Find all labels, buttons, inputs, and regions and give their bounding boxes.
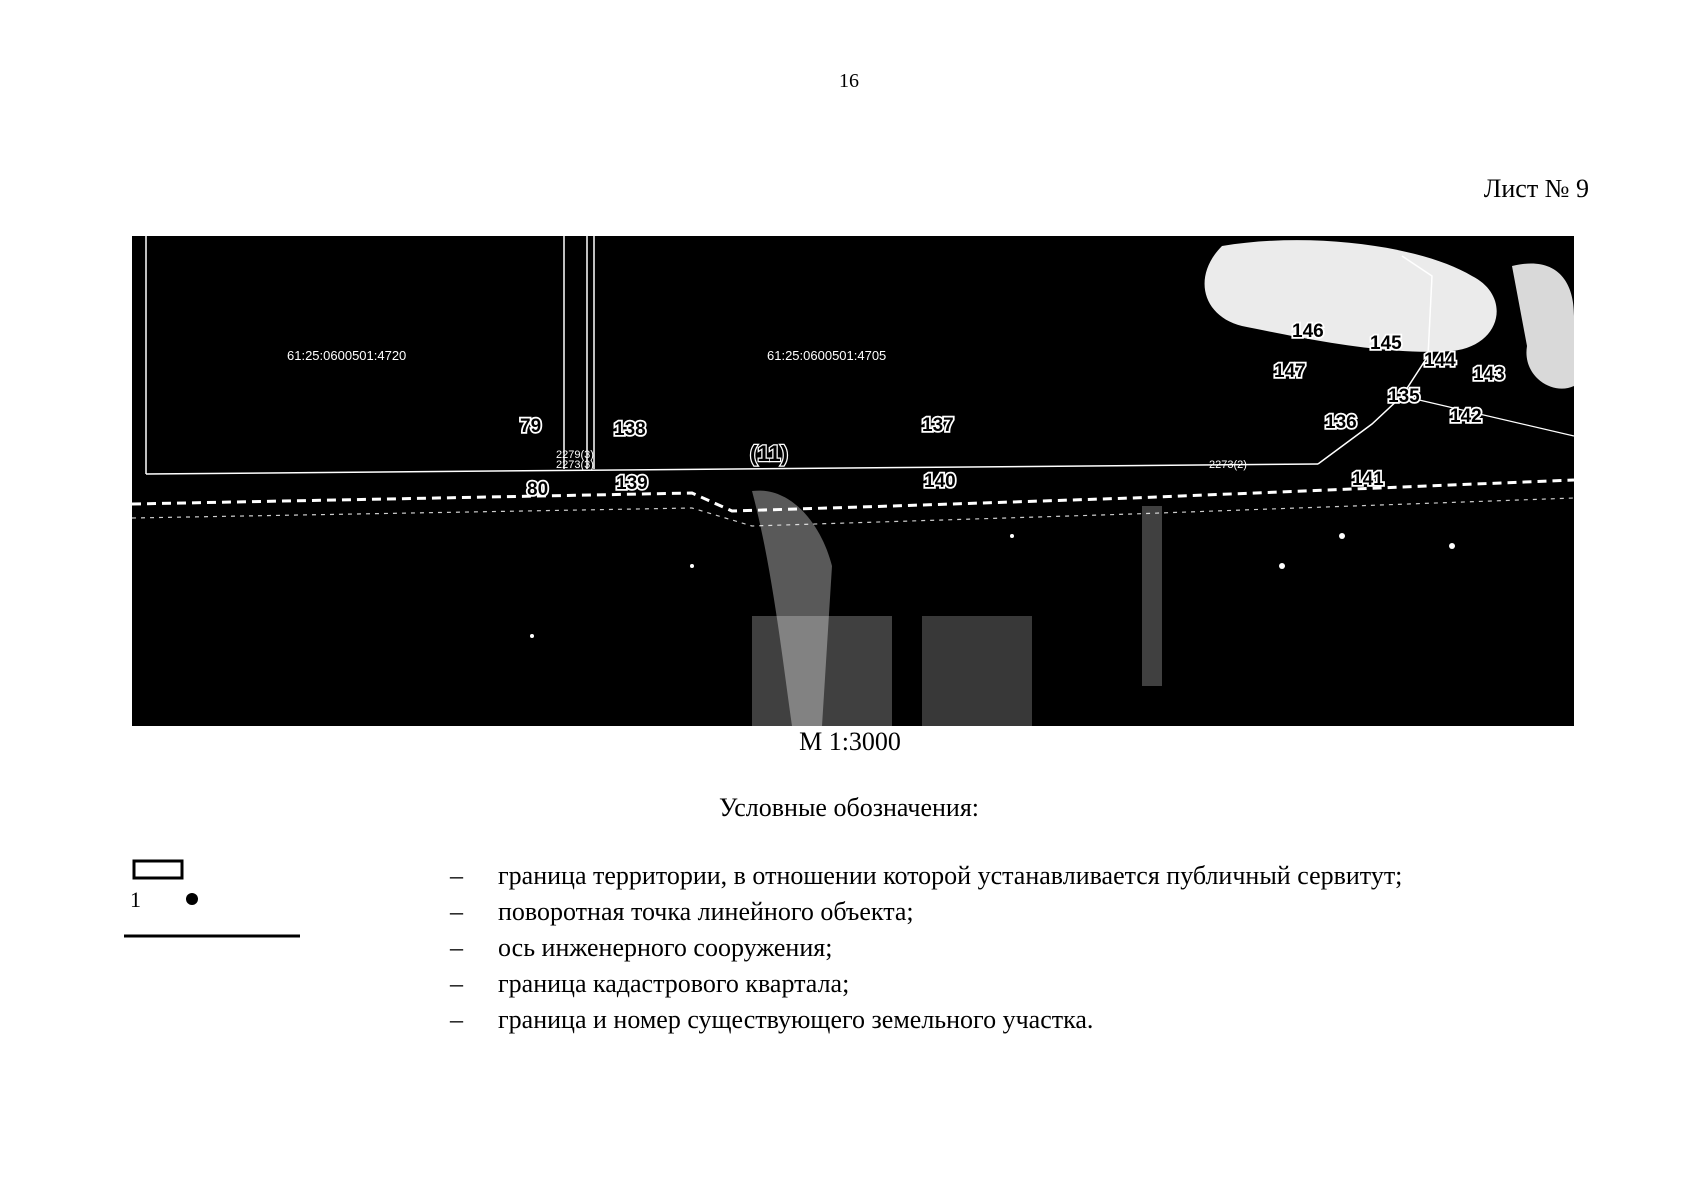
map-area [132, 236, 1574, 726]
legend-item [450, 858, 1600, 894]
sheet-label: Лист № 9 [1483, 174, 1589, 203]
legend-dash: – [450, 933, 463, 962]
legend-item-text: ось инженерного сооружения; [498, 933, 833, 962]
legend-item [450, 894, 1600, 930]
map-texture [530, 240, 1574, 726]
map-svg [132, 236, 1574, 726]
object-label: (11) [750, 441, 788, 466]
map-scale: М 1:3000 [799, 727, 901, 756]
legend-item [450, 1002, 1600, 1038]
legend-dash: – [450, 861, 463, 890]
legend-dash: – [450, 969, 463, 998]
legend-item-text: граница и номер существующего земельного участка. [498, 1005, 1094, 1034]
parcel-label: 61:25:0600501:4720 [287, 348, 407, 363]
legend-item [450, 930, 1600, 966]
legend-item-text: граница территории, в отношении которой устанавливается публичный сервитут; [498, 861, 1403, 890]
point-label-138: 138 [614, 419, 646, 440]
point-label-146: 146 [1292, 321, 1324, 342]
segment-label: 2273(2) [1209, 459, 1247, 471]
point-label-144: 144 [1424, 350, 1456, 371]
parcel-label: 61:25:0600501:4705 [767, 348, 887, 363]
legend-item-text: поворотная точка линейного объекта; [498, 897, 914, 926]
parcel-boundary [146, 464, 1318, 474]
point-label-140: 140 [924, 471, 956, 492]
point-label-137: 137 [922, 415, 954, 436]
point-label-145: 145 [1370, 333, 1402, 354]
legend-title: Условные обозначения: [718, 793, 980, 822]
legend-item-text: граница кадастрового квартала; [498, 969, 850, 998]
segment-label: 2273(3) [556, 459, 594, 471]
legend-list [450, 858, 1600, 1038]
legend-dash: – [450, 897, 463, 926]
parcel-boundary [1402, 396, 1574, 436]
point-label-79: 79 [520, 416, 542, 437]
point-label-141: 141 [1352, 469, 1384, 490]
point-label-136: 136 [1325, 412, 1357, 433]
quarter-boundary-secondary [132, 498, 1574, 526]
turning-point-symbol [186, 893, 198, 905]
turning-point-symbol-text: 1 [130, 887, 141, 912]
legend-dash: – [450, 1005, 463, 1034]
page-number: 16 [839, 70, 859, 92]
legend-symbols [120, 855, 320, 955]
legend-item [450, 966, 1600, 1002]
point-label-139: 139 [616, 473, 648, 494]
servitude-boundary-symbol [134, 861, 182, 878]
point-label-143: 143 [1473, 364, 1505, 385]
point-label-142: 142 [1450, 406, 1482, 427]
point-label-135: 135 [1388, 386, 1420, 407]
segment-label: 2279(3) [556, 449, 594, 461]
point-label-147: 147 [1274, 361, 1306, 382]
point-label-80: 80 [527, 479, 549, 500]
legend-symbols-svg [120, 855, 320, 955]
